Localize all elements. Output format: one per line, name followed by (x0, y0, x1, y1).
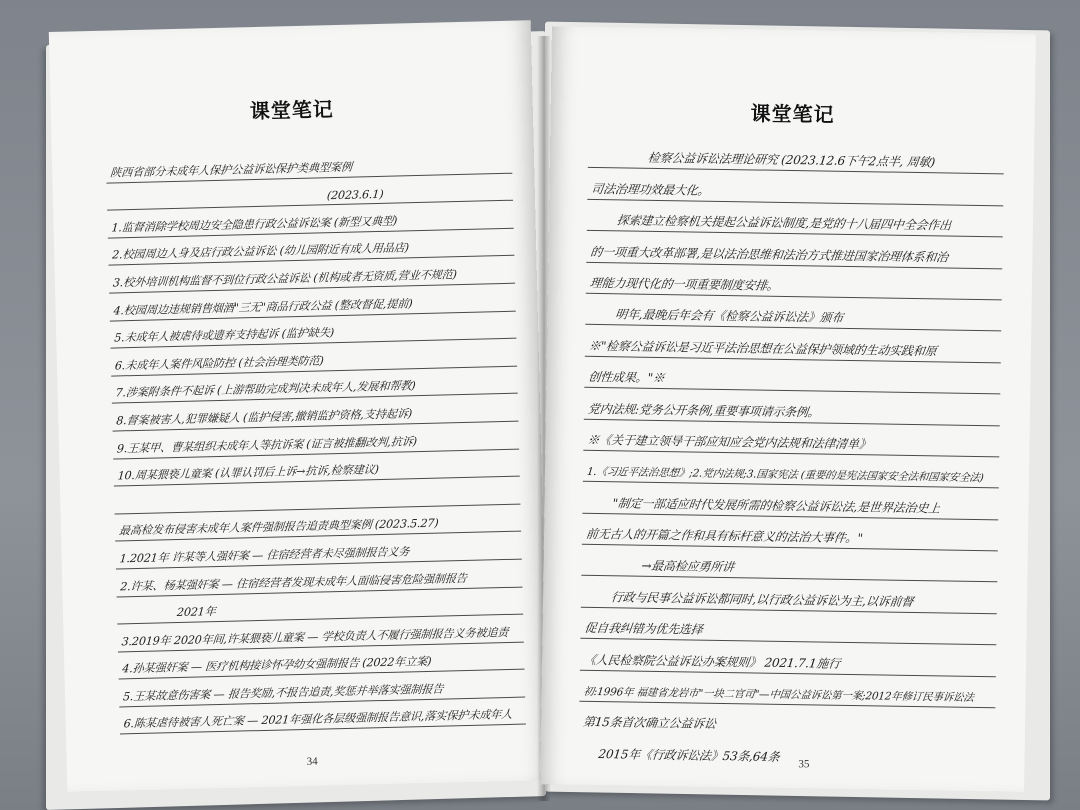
left-page-lines (106, 146, 526, 735)
note-line: 党内法规:党务公开条例,重要事项请示条例。 (587, 401, 821, 419)
note-line: 7.涉案附条件不起诉 (上游帮助完成判决未成年人,发展和帮教) (115, 379, 417, 400)
note-line: 1.2021年 许某等人强奸案 — 住宿经营者未尽强制报告义务 (119, 545, 410, 566)
note-line: 2.校园周边人身及店行政公益诉讼 (幼儿园附近有成人用品店) (111, 241, 410, 262)
note-line: 4.孙某强奸案 — 医疗机构接诊怀孕幼女强制报告 (2022年立案) (121, 655, 432, 676)
note-line: 5.王某故意伤害案 — 报告奖励,不报告追责,奖惩并举落实强制报告 (122, 682, 444, 704)
note-line: 最高检发布侵害未成年人案件强制报告追责典型案例 (2023.5.27) (118, 516, 439, 538)
note-line: 2021年 (176, 605, 217, 620)
note-line: 初:1996年 福建省龙岩市"一块二官司"—中国公益诉讼第一案;2012年修订民事诉讼法 (582, 685, 975, 704)
note-line: (2023.6.1) (326, 188, 384, 203)
note-line: ※"检察公益诉讼是习近平法治思想在公益保护领域的生动实践和原 (588, 338, 938, 359)
note-line: 理能力现代化的一项重要制度安排。 (589, 275, 780, 293)
note-line: 4.校园周边违规销售烟酒"三无"商品行政公益 (整改督促,提前) (113, 296, 413, 318)
note-line: 6.陈某虐待被害人死亡案 — 2021年强化各层级强制报告意识,落实保护未成年人 (123, 708, 513, 731)
note-line: 的一项重大改革部署,是以法治思维和法治方式推进国家治理体系和治 (589, 244, 949, 265)
note-line: 探索建立检察机关提起公益诉讼制度,是党的十八届四中全会作出 (616, 213, 952, 233)
right-page (540, 26, 1036, 792)
note-line: 第15条首次确立公益诉讼 (582, 715, 717, 732)
note-line: 明年,最晚后年会有《检察公益诉讼法》颁布 (614, 307, 845, 326)
note-line: 2015年《行政诉讼法》53条,64条 (597, 746, 781, 764)
note-line: 3.2019年 2020年间,许某猥亵儿童案 — 学校负责人不履行强制报告义务被追责 (121, 625, 509, 649)
note-line: 创性成果。"※ (587, 369, 666, 386)
note-line: 9.王某甲、曹某组织未成年人等抗诉案 (证言被推翻改判,抗诉) (116, 434, 418, 456)
right-page-number: 35 (798, 758, 810, 771)
ruled-line (578, 733, 994, 771)
note-line: 检察公益诉讼法理论研究 (2023.12.6下午2点半, 周敏) (647, 151, 936, 170)
note-line: 10.周某猥亵儿童案 (认罪认罚后上诉→抗诉,检察建议) (117, 463, 380, 483)
left-page-title: 课堂笔记 (249, 97, 335, 124)
note-line: 8.督案被害人,犯罪嫌疑人 (监护侵害,撤销监护资格,支持起诉) (115, 407, 413, 428)
note-line: "制定一部适应时代发展所需的检察公益诉讼法,是世界法治史上 (611, 495, 941, 516)
note-line: 陕西省部分未成年人保护公益诉讼保护类典型案例 (109, 160, 353, 180)
note-line: 1.监督消除学校周边安全隐患行政公益诉讼案 (新型又典型) (111, 214, 398, 235)
left-page (49, 20, 549, 792)
left-page-number: 34 (306, 755, 318, 768)
note-line: 促自我纠错为优先选择 (583, 621, 704, 637)
note-line: 5.未成年人被虐待或遗弃支持起诉 (监护缺失) (113, 326, 335, 345)
note-line: 2.许某、杨某强奸案 — 住宿经营者发现未成年人面临侵害危险强制报告 (119, 571, 468, 593)
note-line: →最高检应勇所讲 (640, 559, 735, 575)
note-line: 《人民检察院公益诉讼办案规则》 2021.7.1施行 (583, 652, 841, 671)
note-line: 1.《习近平法治思想》;2.党内法规;3.国家宪法 (重要的是宪法国家安全法和国家安全法) (586, 466, 985, 485)
note-line: 前无古人的开篇之作和具有标杆意义的法治大事件。" (585, 526, 864, 546)
right-page-title: 课堂笔记 (750, 101, 835, 127)
note-line: ※《关于建立领导干部应知应会党内法规和法律清单》 (586, 432, 872, 452)
note-line: 3.校外培训机构监督不到位行政公益诉讼 (机构或者无资质,营业不规范) (112, 268, 458, 290)
note-line: 6.未成年人案件风险防控 (社会治理类防范) (114, 354, 325, 373)
note-line: 行政与民事公益诉讼都同时,以行政公益诉讼为主,以诉前督 (610, 590, 915, 609)
note-line: 司法治理功效最大化。 (590, 181, 711, 198)
right-page-lines (578, 137, 1004, 771)
open-notebook (40, 16, 1052, 806)
